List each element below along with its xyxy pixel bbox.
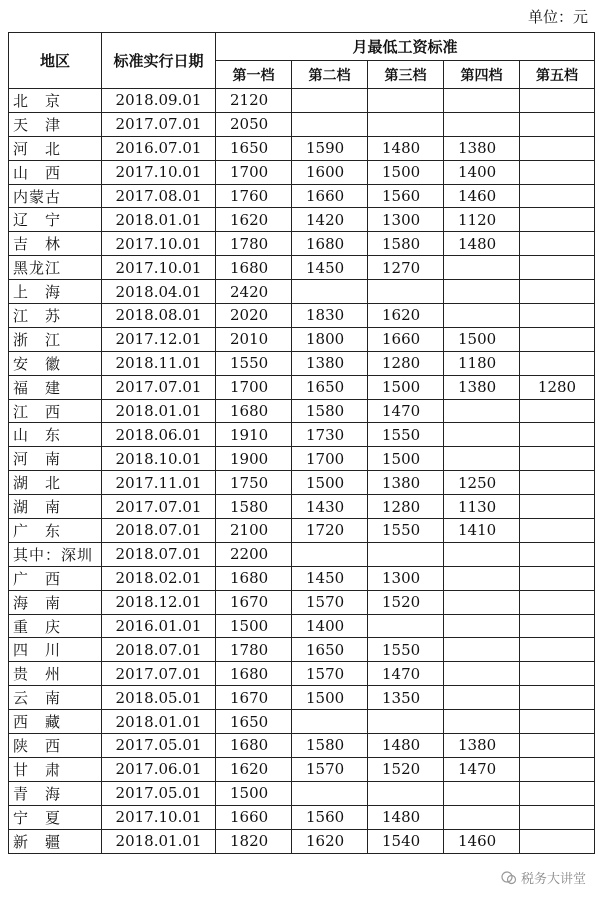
table-row — [9, 256, 595, 280]
tier-3-cell: 1300 — [368, 208, 444, 232]
tier-2-cell: 1650 — [292, 638, 368, 662]
tier-1-cell: 1620 — [216, 208, 292, 232]
tier-3-cell — [368, 542, 444, 566]
table-row — [9, 208, 595, 232]
tier-1-cell: 1650 — [216, 710, 292, 734]
region-cell: 贵 州 — [9, 662, 102, 686]
tier-5-cell — [520, 686, 595, 710]
tier-1-cell: 1650 — [216, 136, 292, 160]
tier-2-cell: 1720 — [292, 519, 368, 543]
tier-4-cell — [444, 423, 520, 447]
tier-1-cell: 1500 — [216, 614, 292, 638]
tier-4-cell: 1120 — [444, 208, 520, 232]
date-cell: 2018.01.01 — [102, 710, 216, 734]
tier-3-cell: 1280 — [368, 495, 444, 519]
tier-1-cell: 2020 — [216, 304, 292, 328]
header-tier-4: 第四档 — [444, 61, 520, 89]
date-cell: 2018.07.01 — [102, 542, 216, 566]
tier-2-cell: 1430 — [292, 495, 368, 519]
tier-3-cell: 1470 — [368, 399, 444, 423]
tier-1-cell: 1620 — [216, 757, 292, 781]
region-cell: 湖 南 — [9, 495, 102, 519]
tier-3-cell: 1520 — [368, 590, 444, 614]
tier-2-cell: 1420 — [292, 208, 368, 232]
table-row — [9, 757, 595, 781]
tier-5-cell — [520, 757, 595, 781]
table-row — [9, 304, 595, 328]
tier-4-cell: 1410 — [444, 519, 520, 543]
table-row — [9, 638, 595, 662]
tier-4-cell — [444, 447, 520, 471]
region-cell: 四 川 — [9, 638, 102, 662]
tier-2-cell: 1700 — [292, 447, 368, 471]
tier-2-cell: 1570 — [292, 757, 368, 781]
tier-4-cell: 1380 — [444, 734, 520, 758]
tier-3-cell: 1620 — [368, 304, 444, 328]
region-cell: 其中：深圳 — [9, 542, 102, 566]
tier-5-cell — [520, 566, 595, 590]
tier-2-cell: 1570 — [292, 662, 368, 686]
tier-3-cell: 1480 — [368, 734, 444, 758]
tier-2-cell: 1450 — [292, 566, 368, 590]
tier-5-cell — [520, 112, 595, 136]
tier-3-cell — [368, 280, 444, 304]
tier-1-cell: 1760 — [216, 184, 292, 208]
tier-3-cell: 1300 — [368, 566, 444, 590]
table-row — [9, 136, 595, 160]
tier-2-cell: 1450 — [292, 256, 368, 280]
tier-5-cell — [520, 638, 595, 662]
date-cell: 2018.01.01 — [102, 208, 216, 232]
tier-4-cell: 1470 — [444, 757, 520, 781]
tier-5-cell — [520, 136, 595, 160]
table-row — [9, 351, 595, 375]
tier-4-cell — [444, 399, 520, 423]
minimum-wage-table — [8, 32, 595, 854]
table-row — [9, 327, 595, 351]
tier-1-cell: 2120 — [216, 89, 292, 113]
date-cell: 2018.11.01 — [102, 351, 216, 375]
region-cell: 山 西 — [9, 160, 102, 184]
tier-4-cell: 1380 — [444, 375, 520, 399]
tier-5-cell — [520, 495, 595, 519]
tier-5-cell — [520, 710, 595, 734]
tier-1-cell: 1660 — [216, 805, 292, 829]
tier-2-cell: 1400 — [292, 614, 368, 638]
tier-1-cell: 1700 — [216, 375, 292, 399]
tier-3-cell: 1500 — [368, 447, 444, 471]
tier-3-cell: 1270 — [368, 256, 444, 280]
date-cell: 2017.05.01 — [102, 781, 216, 805]
tier-1-cell: 1550 — [216, 351, 292, 375]
tier-5-cell — [520, 829, 595, 853]
date-cell: 2018.04.01 — [102, 280, 216, 304]
region-cell: 重 庆 — [9, 614, 102, 638]
region-cell: 北 京 — [9, 89, 102, 113]
tier-5-cell — [520, 160, 595, 184]
tier-2-cell: 1800 — [292, 327, 368, 351]
region-cell: 内蒙古 — [9, 184, 102, 208]
date-cell: 2018.02.01 — [102, 566, 216, 590]
date-cell: 2018.10.01 — [102, 447, 216, 471]
tier-2-cell: 1730 — [292, 423, 368, 447]
table-row — [9, 112, 595, 136]
tier-4-cell: 1460 — [444, 184, 520, 208]
date-cell: 2017.07.01 — [102, 375, 216, 399]
date-cell: 2016.07.01 — [102, 136, 216, 160]
tier-4-cell — [444, 566, 520, 590]
region-cell: 海 南 — [9, 590, 102, 614]
table-row — [9, 566, 595, 590]
tier-5-cell — [520, 734, 595, 758]
tier-4-cell: 1480 — [444, 232, 520, 256]
tier-1-cell: 2010 — [216, 327, 292, 351]
region-cell: 江 苏 — [9, 304, 102, 328]
watermark — [501, 868, 586, 887]
table-row — [9, 375, 595, 399]
tier-3-cell — [368, 781, 444, 805]
tier-2-cell: 1500 — [292, 686, 368, 710]
tier-5-cell — [520, 280, 595, 304]
date-cell: 2018.07.01 — [102, 638, 216, 662]
tier-5-cell — [520, 447, 595, 471]
table-row — [9, 232, 595, 256]
region-cell: 新 疆 — [9, 829, 102, 853]
tier-4-cell — [444, 686, 520, 710]
tier-4-cell: 1250 — [444, 471, 520, 495]
tier-1-cell: 1700 — [216, 160, 292, 184]
tier-3-cell: 1560 — [368, 184, 444, 208]
tier-5-cell — [520, 805, 595, 829]
table-row — [9, 614, 595, 638]
tier-1-cell: 1680 — [216, 399, 292, 423]
tier-5-cell — [520, 614, 595, 638]
tier-3-cell: 1660 — [368, 327, 444, 351]
tier-2-cell: 1580 — [292, 399, 368, 423]
tier-1-cell: 1780 — [216, 232, 292, 256]
tier-2-cell — [292, 542, 368, 566]
tier-5-cell — [520, 89, 595, 113]
date-cell: 2017.10.01 — [102, 805, 216, 829]
tier-1-cell: 1780 — [216, 638, 292, 662]
tier-1-cell: 1910 — [216, 423, 292, 447]
tier-5-cell — [520, 781, 595, 805]
table-row — [9, 829, 595, 853]
region-cell: 天 津 — [9, 112, 102, 136]
tier-5-cell — [520, 662, 595, 686]
table-row — [9, 471, 595, 495]
tier-3-cell — [368, 710, 444, 734]
date-cell: 2018.05.01 — [102, 686, 216, 710]
header-date: 标准实行日期 — [102, 33, 216, 89]
tier-2-cell: 1600 — [292, 160, 368, 184]
region-cell: 陕 西 — [9, 734, 102, 758]
region-cell: 云 南 — [9, 686, 102, 710]
tier-2-cell — [292, 710, 368, 734]
table-row — [9, 423, 595, 447]
tier-4-cell: 1400 — [444, 160, 520, 184]
tier-5-cell — [520, 519, 595, 543]
tier-2-cell: 1680 — [292, 232, 368, 256]
tier-1-cell: 1900 — [216, 447, 292, 471]
region-cell: 上 海 — [9, 280, 102, 304]
region-cell: 安 徽 — [9, 351, 102, 375]
date-cell: 2016.01.01 — [102, 614, 216, 638]
header-tier-3: 第三档 — [368, 61, 444, 89]
region-cell: 河 北 — [9, 136, 102, 160]
tier-1-cell: 1680 — [216, 662, 292, 686]
region-cell: 宁 夏 — [9, 805, 102, 829]
tier-1-cell: 2200 — [216, 542, 292, 566]
tier-4-cell — [444, 590, 520, 614]
tier-4-cell — [444, 662, 520, 686]
tier-2-cell: 1660 — [292, 184, 368, 208]
region-cell: 青 海 — [9, 781, 102, 805]
tier-5-cell: 1280 — [520, 375, 595, 399]
tier-2-cell: 1500 — [292, 471, 368, 495]
date-cell: 2018.06.01 — [102, 423, 216, 447]
table-row — [9, 781, 595, 805]
table-row — [9, 590, 595, 614]
tier-5-cell — [520, 232, 595, 256]
date-cell: 2017.07.01 — [102, 112, 216, 136]
date-cell: 2017.10.01 — [102, 256, 216, 280]
table-body — [9, 89, 595, 854]
table-row — [9, 184, 595, 208]
tier-5-cell — [520, 542, 595, 566]
tier-3-cell: 1470 — [368, 662, 444, 686]
tier-1-cell: 1820 — [216, 829, 292, 853]
tier-4-cell — [444, 89, 520, 113]
date-cell: 2018.12.01 — [102, 590, 216, 614]
tier-1-cell: 1580 — [216, 495, 292, 519]
region-cell: 江 西 — [9, 399, 102, 423]
region-cell: 山 东 — [9, 423, 102, 447]
tier-4-cell: 1180 — [444, 351, 520, 375]
tier-3-cell: 1550 — [368, 638, 444, 662]
table-row — [9, 495, 595, 519]
tier-1-cell: 1750 — [216, 471, 292, 495]
header-wage-group: 月最低工资标准 — [216, 33, 595, 61]
table-row — [9, 160, 595, 184]
table-row — [9, 399, 595, 423]
tier-5-cell — [520, 399, 595, 423]
tier-2-cell: 1650 — [292, 375, 368, 399]
date-cell: 2018.09.01 — [102, 89, 216, 113]
date-cell: 2017.12.01 — [102, 327, 216, 351]
tier-3-cell: 1580 — [368, 232, 444, 256]
tier-3-cell: 1550 — [368, 519, 444, 543]
tier-3-cell — [368, 89, 444, 113]
region-cell: 河 南 — [9, 447, 102, 471]
table-row — [9, 686, 595, 710]
table-row — [9, 89, 595, 113]
header-region: 地区 — [9, 33, 102, 89]
tier-4-cell — [444, 112, 520, 136]
tier-5-cell — [520, 208, 595, 232]
region-cell: 福 建 — [9, 375, 102, 399]
tier-4-cell: 1380 — [444, 136, 520, 160]
tier-1-cell: 1680 — [216, 566, 292, 590]
tier-3-cell: 1500 — [368, 375, 444, 399]
tier-4-cell — [444, 781, 520, 805]
date-cell: 2017.07.01 — [102, 495, 216, 519]
tier-3-cell — [368, 614, 444, 638]
tier-1-cell: 1680 — [216, 734, 292, 758]
date-cell: 2017.10.01 — [102, 232, 216, 256]
tier-5-cell — [520, 471, 595, 495]
tier-3-cell: 1280 — [368, 351, 444, 375]
tier-2-cell: 1830 — [292, 304, 368, 328]
header-tier-1: 第一档 — [216, 61, 292, 89]
region-cell: 西 藏 — [9, 710, 102, 734]
unit-label: 单位：元 — [527, 8, 588, 26]
wechat-icon — [501, 870, 517, 886]
tier-3-cell: 1350 — [368, 686, 444, 710]
region-cell: 辽 宁 — [9, 208, 102, 232]
tier-3-cell — [368, 112, 444, 136]
tier-4-cell — [444, 542, 520, 566]
region-cell: 甘 肃 — [9, 757, 102, 781]
tier-4-cell: 1460 — [444, 829, 520, 853]
tier-2-cell: 1570 — [292, 590, 368, 614]
region-cell: 浙 江 — [9, 327, 102, 351]
region-cell: 广 东 — [9, 519, 102, 543]
watermark-text: 税务大讲堂 — [520, 872, 586, 887]
tier-4-cell: 1130 — [444, 495, 520, 519]
tier-3-cell: 1380 — [368, 471, 444, 495]
region-cell: 湖 北 — [9, 471, 102, 495]
tier-1-cell: 1680 — [216, 256, 292, 280]
tier-3-cell: 1480 — [368, 136, 444, 160]
tier-4-cell — [444, 256, 520, 280]
tier-1-cell: 2100 — [216, 519, 292, 543]
tier-2-cell — [292, 112, 368, 136]
tier-4-cell — [444, 614, 520, 638]
table-row — [9, 710, 595, 734]
tier-3-cell: 1550 — [368, 423, 444, 447]
tier-3-cell: 1520 — [368, 757, 444, 781]
region-cell: 广 西 — [9, 566, 102, 590]
tier-2-cell — [292, 89, 368, 113]
table-row — [9, 447, 595, 471]
tier-5-cell — [520, 184, 595, 208]
tier-4-cell — [444, 710, 520, 734]
table-row — [9, 805, 595, 829]
date-cell: 2017.05.01 — [102, 734, 216, 758]
region-cell: 黑龙江 — [9, 256, 102, 280]
tier-5-cell — [520, 327, 595, 351]
tier-5-cell — [520, 304, 595, 328]
tier-3-cell: 1480 — [368, 805, 444, 829]
tier-5-cell — [520, 256, 595, 280]
table-row — [9, 280, 595, 304]
date-cell: 2018.01.01 — [102, 399, 216, 423]
tier-4-cell — [444, 304, 520, 328]
tier-2-cell: 1620 — [292, 829, 368, 853]
tier-1-cell: 1670 — [216, 686, 292, 710]
tier-3-cell: 1500 — [368, 160, 444, 184]
table-row — [9, 519, 595, 543]
tier-2-cell — [292, 280, 368, 304]
date-cell: 2017.11.01 — [102, 471, 216, 495]
date-cell: 2017.08.01 — [102, 184, 216, 208]
tier-2-cell: 1580 — [292, 734, 368, 758]
tier-4-cell — [444, 805, 520, 829]
tier-4-cell — [444, 638, 520, 662]
tier-1-cell: 1670 — [216, 590, 292, 614]
tier-2-cell: 1380 — [292, 351, 368, 375]
tier-3-cell: 1540 — [368, 829, 444, 853]
tier-1-cell: 1500 — [216, 781, 292, 805]
table-row — [9, 542, 595, 566]
table-row — [9, 734, 595, 758]
header-tier-5: 第五档 — [520, 61, 595, 89]
tier-1-cell: 2420 — [216, 280, 292, 304]
tier-4-cell: 1500 — [444, 327, 520, 351]
date-cell: 2017.06.01 — [102, 757, 216, 781]
table-row — [9, 662, 595, 686]
date-cell: 2018.08.01 — [102, 304, 216, 328]
date-cell: 2018.01.01 — [102, 829, 216, 853]
tier-2-cell: 1560 — [292, 805, 368, 829]
header-tier-2: 第二档 — [292, 61, 368, 89]
date-cell: 2017.07.01 — [102, 662, 216, 686]
tier-5-cell — [520, 351, 595, 375]
tier-2-cell — [292, 781, 368, 805]
region-cell: 吉 林 — [9, 232, 102, 256]
tier-2-cell: 1590 — [292, 136, 368, 160]
date-cell: 2018.07.01 — [102, 519, 216, 543]
tier-1-cell: 2050 — [216, 112, 292, 136]
date-cell: 2017.10.01 — [102, 160, 216, 184]
tier-5-cell — [520, 423, 595, 447]
tier-4-cell — [444, 280, 520, 304]
tier-5-cell — [520, 590, 595, 614]
